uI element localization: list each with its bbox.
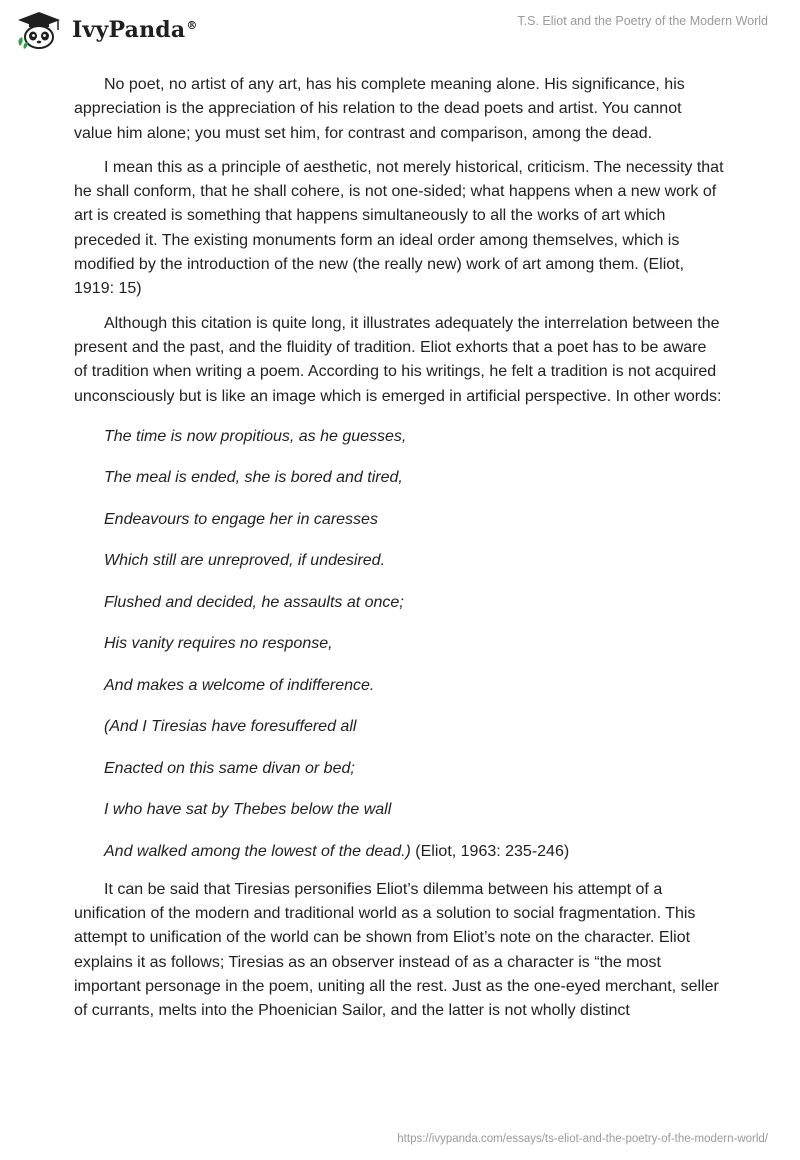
paragraph-analysis-1: Although this citation is quite long, it illustrates adequately the interrelation between the present and the past, and the fluidity of tradition. Eliot exhorts that a poet has to be aware of tradition when writing a poem. According to his writings, he felt a tradition is not acquired unconsciously but is like an image which is emerged in artificial perspective. In other words:	[74, 314, 722, 405]
poem-last-line	[74, 840, 724, 878]
paragraph-analysis-2: It can be said that Tiresias personifies Eliot’s dilemma between his attempt of a unification of the modern and traditional world as a solution to social fragmentation. This attempt to unification of the world can be shown from Eliot’s note on the character. Eliot explains it as follows; Tiresias as an observer instead of as a character is “the most important personage in the poem, uniting all the rest. Just as the one-eyed merchant, seller of currants, melts into the Phoenician Sailor, and the latter is not wholly distinct	[74, 880, 719, 1020]
paragraph-quote-1: No poet, no artist of any art, has his complete meaning alone. His significance, his appreciation is the appreciation of his relation to the dead poets and artist. You cannot value him alone; you must set him, for contrast and comparison, among the dead.	[74, 76, 685, 142]
poem-line: Flushed and decided, he assaults at once;	[104, 593, 404, 611]
logo-text: IvyPanda®	[72, 17, 198, 43]
poem-citation: (Eliot, 1963: 235-246)	[410, 842, 570, 860]
poem-line: His vanity requires no response,	[104, 635, 333, 653]
poem-line: Enacted on this same divan or bed;	[104, 759, 355, 777]
source-url[interactable]: https://ivypanda.com/essays/ts-eliot-and-the-poetry-of-the-modern-world/	[397, 1133, 768, 1145]
essay-content	[74, 73, 724, 1034]
poem-line: (And I Tiresias have foresuffered all	[104, 718, 357, 736]
poem-excerpt	[74, 425, 724, 878]
poem-line: And makes a welcome of indifference.	[104, 676, 375, 694]
document-title: T.S. Eliot and the Poetry of the Modern World	[517, 14, 768, 28]
ivypanda-logo[interactable]	[14, 10, 198, 50]
paragraph-quote-2: I mean this as a principle of aesthetic, not merely historical, criticism. The necessity that he shall conform, that he shall cohere, is not one-sided; what happens when a new work of art is created is something that happens simultaneously to all the works of art which preceded it. The existing monuments form an ideal order among themselves, which is modified by the introduction of the new (the really new) work of art among them. (Eliot, 1919: 15)	[74, 158, 724, 298]
poem-line: The meal is ended, she is bored and tired,	[104, 469, 403, 487]
panda-graduate-icon	[14, 10, 64, 50]
poem-line: And walked among the lowest of the dead.)	[104, 842, 411, 860]
poem-line: Which still are unreproved, if undesired.	[104, 552, 386, 570]
poem-line: The time is now propitious, as he guesses,	[104, 427, 407, 445]
poem-line: Endeavours to engage her in caresses	[104, 510, 378, 528]
page-header	[0, 0, 800, 60]
poem-line: I who have sat by Thebes below the wall	[104, 801, 392, 819]
